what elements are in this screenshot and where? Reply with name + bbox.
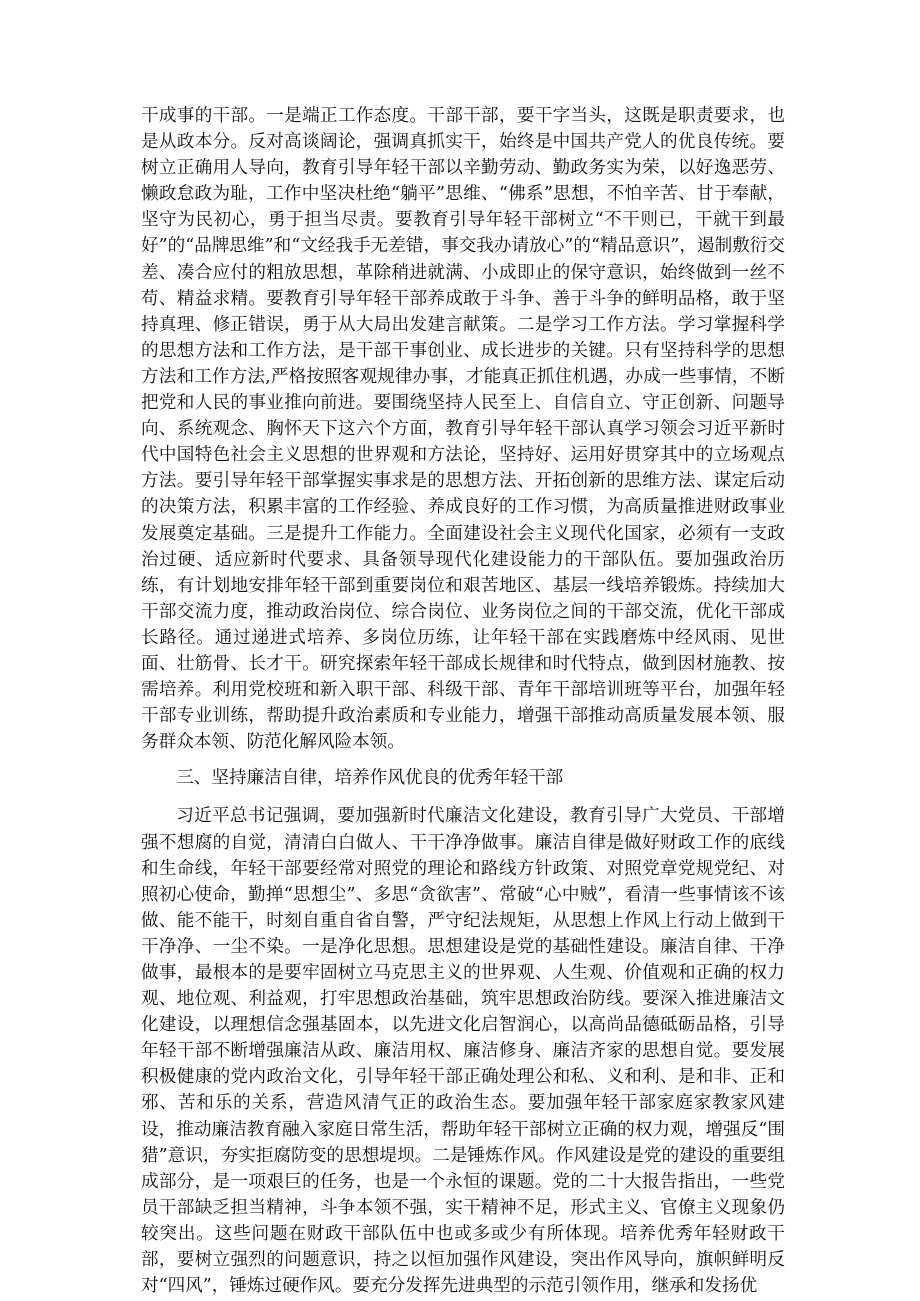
body-paragraph-2: 习近平总书记强调，要加强新时代廉洁文化建设，教育引导广大党员、干部增强不想腐的自觉，清清白白做人、干干净净做事。廉洁自律是做好财政工作的底线和生命线，年轻干部要经常对照党的理论和路线方针政策、对照党章党规党纪、对照初心使命，勤掸“思想尘”、多思“贪欲害”、常破“心中贼”，看清一些事情该不该做、能不能干，时刻自重自省自警，严守纪法规矩，从思想上作风上行动上做到干干净净、一尘不染。一是净化思想。思想建设是党的基础性建设。廉洁自律、干净做事，最根本的是要牢固树立马克思主义的世界观、人生观、价值观和正确的权力观、地位观、利益观，打牢思想政治基础，筑牢思想政治防线。要深入推进廉洁文化建设，以理想信念强基固本，以先进文化启智润心，以高尚品德砥砺品格，引导年轻干部不断增强廉洁从政、廉洁用权、廉洁修身、廉洁齐家的思想自觉。要发展积极健康的党内政治文化，引导年轻干部正确处理公和私、义和利、是和非、正和邪、苦和乐的关系，营造风清气正的政治生态。要加强年轻干部家庭家教家风建设，推动廉洁教育融入家庭日常生活，帮助年轻干部树立正确的权力观，增强反“围猎”意识，夯实拒腐防变的思想堤坝。二是锤炼作风。作风建设是党的建设的重要组成部分，是一项艰巨的任务，也是一个永恒的课题。党的二十大报告指出，一些党员干部缺乏担当精神，斗争本领不强，实干精神不足，形式主义、官僚主义现象仍较突出。这些问题在财政干部队伍中也或多或少有所体现。培养优秀年轻财政干部，要树立强烈的问题意识，持之以恒加强作风建设，突出作风导向，旗帜鲜明反对“四风”，锤炼过硬作风。要充分发挥先进典型的示范引领作用，继承和发扬优 — [141, 806, 785, 1297]
document-page — [141, 103, 785, 1299]
body-paragraph-1: 干成事的干部。一是端正工作态度。干部干部，要干字当头，这既是职责要求，也是从政本分。反对高谈阔论，强调真抓实干，始终是中国共产党人的优良传统。要树立正确用人导向，教育引导年轻干部以辛勤劳动、勤政务实为荣，以好逸恶劳、懒政怠政为耻，工作中坚决杜绝“躺平”思维、“佛系”思想，不怕辛苦、甘于奉献，坚守为民初心，勇于担当尽责。要教育引导年轻干部树立“不干则已，干就干到最好”的“品牌思维”和“文经我手无差错，事交我办请放心”的“精品意识”，遏制敷衍交差、凑合应付的粗放思想，革除稍进就满、小成即止的保守意识，始终做到一丝不苟、精益求精。要教育引导年轻干部养成敢于斗争、善于斗争的鲜明品格，敢于坚持真理、修正错误，勇于从大局出发建言献策。二是学习工作方法。学习掌握科学的思想方法和工作方法，是干部干事创业、成长进步的关键。只有坚持科学的思想方法和工作方法,严格按照客观规律办事，才能真正抓住机遇，办成一些事情，不断把党和人民的事业推向前进。要围绕坚持人民至上、自信自立、守正创新、问题导向、系统观念、胸怀天下这六个方面，教育引导年轻干部认真学习领会习近平新时代中国特色社会主义思想的世界观和方法论，坚持好、运用好贯穿其中的立场观点方法。要引导年轻干部掌握实事求是的思想方法、开拓创新的思维方法、谋定后动的决策方法，积累丰富的工作经验、养成良好的工作习惯，为高质量推进财政事业发展奠定基础。三是提升工作能力。全面建设社会主义现代化国家，必须有一支政治过硬、适应新时代要求、具备领导现代化建设能力的干部队伍。要加强政治历练，有计划地安排年轻干部到重要岗位和艰苦地区、基层一线培养锻炼。持续加大干部交流力度，推动政治岗位、综合岗位、业务岗位之间的干部交流，优化干部成长路径。通过递进式培养、多岗位历练，让年轻干部在实践磨炼中经风雨、见世面、壮筋骨、长才干。研究探索年轻干部成长规律和时代特点，做到因材施教、按需培养。利用党校班和新入职干部、科级干部、青年干部培训班等平台，加强年轻干部专业训练，帮助提升政治素质和专业能力，增强干部推动高质量发展本领、服务群众本领、防范化解风险本领。 — [141, 106, 785, 753]
section-heading-3: 三、坚持廉洁自律，培养作风优良的优秀年轻干部 — [176, 768, 564, 789]
